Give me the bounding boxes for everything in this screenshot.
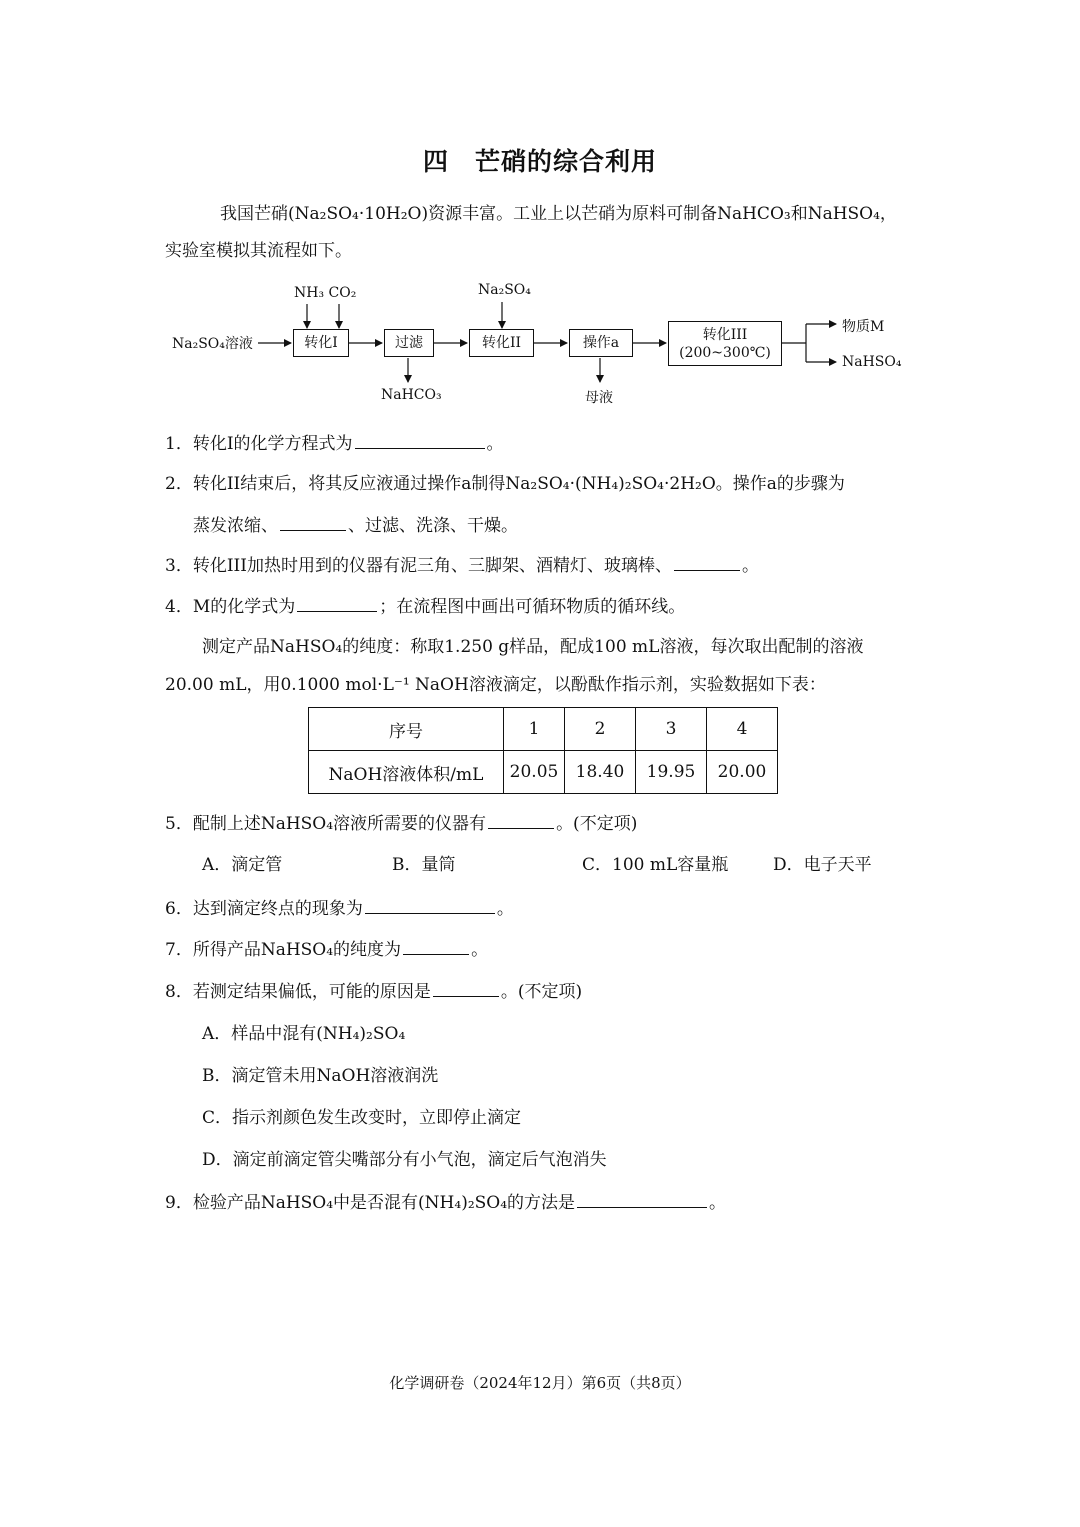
answer-blank-2[interactable] <box>280 514 346 531</box>
question-1-end: 。 <box>486 434 504 454</box>
question-8-option-c: C．指示剂颜色发生改变时，立即停止滴定 <box>202 1108 522 1128</box>
flow-output-mother-liquor: 母液 <box>585 390 613 406</box>
question-8-text: 8．若测定结果偏低，可能的原因是 <box>165 982 431 1002</box>
question-4 <box>165 595 685 618</box>
flow-arrows <box>0 0 1080 420</box>
flow-input-na2so4: Na₂SO₄ <box>478 282 531 298</box>
answer-blank-5[interactable] <box>488 812 554 829</box>
question-2-text: 蒸发浓缩、 <box>193 516 278 536</box>
flow-box-filter: 过滤 <box>384 329 434 357</box>
answer-blank-1[interactable] <box>355 432 485 449</box>
flow-box-conversion-1: 转化I <box>293 329 349 357</box>
table-cell: NaOH溶液体积/mL <box>309 751 504 794</box>
page-title: 四 芒硝的综合利用 <box>422 147 657 176</box>
flow-input-nh3-co2: NH₃ CO₂ <box>294 285 357 301</box>
question-3 <box>165 554 759 577</box>
table-cell: 序号 <box>309 708 504 751</box>
question-2-line-2 <box>193 514 518 537</box>
flow-box-conversion-3-name: 转化III <box>702 326 748 343</box>
flow-box-operation-a: 操作a <box>569 329 633 357</box>
answer-blank-8[interactable] <box>433 980 499 997</box>
flow-box-conversion-2: 转化II <box>469 329 534 357</box>
table-cell: 1 <box>504 708 565 751</box>
question-5-option-a: A．滴定管 <box>202 855 283 875</box>
answer-blank-3[interactable] <box>674 554 740 571</box>
question-1-text: 1．转化I的化学方程式为 <box>165 434 353 454</box>
flow-box-conversion-3 <box>668 321 782 366</box>
question-9-end: 。 <box>709 1193 727 1213</box>
answer-blank-9[interactable] <box>577 1191 707 1208</box>
question-3-end: 。 <box>741 556 759 576</box>
table-row-volume <box>309 751 778 794</box>
answer-blank-6[interactable] <box>365 897 495 914</box>
question-5-option-c: C．100 mL容量瓶 <box>582 855 729 875</box>
question-5-option-d: D．电子天平 <box>773 855 872 875</box>
flow-start-label: Na₂SO₄溶液 <box>172 336 253 352</box>
table-cell: 19.95 <box>636 751 707 794</box>
table-cell: 20.05 <box>504 751 565 794</box>
table-cell: 20.00 <box>707 751 778 794</box>
answer-blank-7[interactable] <box>403 938 469 955</box>
question-9-text: 9．检验产品NaHSO₄中是否混有(NH₄)₂SO₄的方法是 <box>165 1193 576 1213</box>
question-4-text: 4．M的化学式为 <box>165 597 296 617</box>
question-7-end: 。 <box>471 940 489 960</box>
question-8-option-b: B．滴定管未用NaOH溶液润洗 <box>202 1066 439 1086</box>
question-2-line-1: 2．转化II结束后，将其反应液通过操作a制得Na₂SO₄·(NH₄)₂SO₄·2H₂O。操作a的步骤为 <box>165 474 845 494</box>
question-5 <box>165 812 637 835</box>
table-cell: 4 <box>707 708 778 751</box>
question-4-end: ；在流程图中画出可循环物质的循环线。 <box>379 597 686 617</box>
intro-line-1: 我国芒硝(Na₂SO₄·10H₂O)资源丰富。工业上以芒硝为原料可制备NaHCO₃和NaHSO₄， <box>220 204 897 224</box>
intro-line-2: 实验室模拟其流程如下。 <box>165 241 352 261</box>
table-row-header <box>309 708 778 751</box>
question-8-option-a: A．样品中混有(NH₄)₂SO₄ <box>202 1024 406 1044</box>
question-7-text: 7．所得产品NaHSO₄的纯度为 <box>165 940 402 960</box>
table-cell: 3 <box>636 708 707 751</box>
measurement-line-2: 20.00 mL，用0.1000 mol·L⁻¹ NaOH溶液滴定，以酚酞作指示剂，实验数据如下表： <box>165 675 826 695</box>
flow-product-m: 物质M <box>842 319 885 335</box>
question-8 <box>165 980 582 1003</box>
titration-data-table <box>308 707 778 794</box>
table-cell: 18.40 <box>565 751 636 794</box>
question-8-option-d: D．滴定前滴定管尖嘴部分有小气泡，滴定后气泡消失 <box>202 1150 607 1170</box>
question-5-end: 。(不定项) <box>556 814 638 834</box>
flow-output-nahco3: NaHCO₃ <box>381 387 442 403</box>
question-5-option-b: B．量筒 <box>392 855 456 875</box>
question-5-text: 5．配制上述NaHSO₄溶液所需要的仪器有 <box>165 814 487 834</box>
question-8-end: 。(不定项) <box>500 982 583 1002</box>
flow-box-conversion-3-temp: (200~300℃) <box>679 344 771 361</box>
question-6-end: 。 <box>496 899 514 919</box>
question-6-text: 6．达到滴定终点的现象为 <box>165 899 363 919</box>
question-3-text: 3．转化III加热时用到的仪器有泥三角、三脚架、酒精灯、玻璃棒、 <box>165 556 672 576</box>
measurement-line-1: 测定产品NaHSO₄的纯度：称取1.250 g样品，配成100 mL溶液，每次取出配制的溶液 <box>202 637 864 657</box>
flow-product-nahso4: NaHSO₄ <box>842 354 902 370</box>
page-footer: 化学调研卷（2024年12月）第6页（共8页） <box>389 1374 691 1392</box>
question-9 <box>165 1191 726 1214</box>
answer-blank-4[interactable] <box>297 595 377 612</box>
table-cell: 2 <box>565 708 636 751</box>
question-2-end: 、过滤、洗涤、干燥。 <box>348 516 518 536</box>
question-6 <box>165 897 514 920</box>
question-1 <box>165 432 504 455</box>
question-7 <box>165 938 488 961</box>
